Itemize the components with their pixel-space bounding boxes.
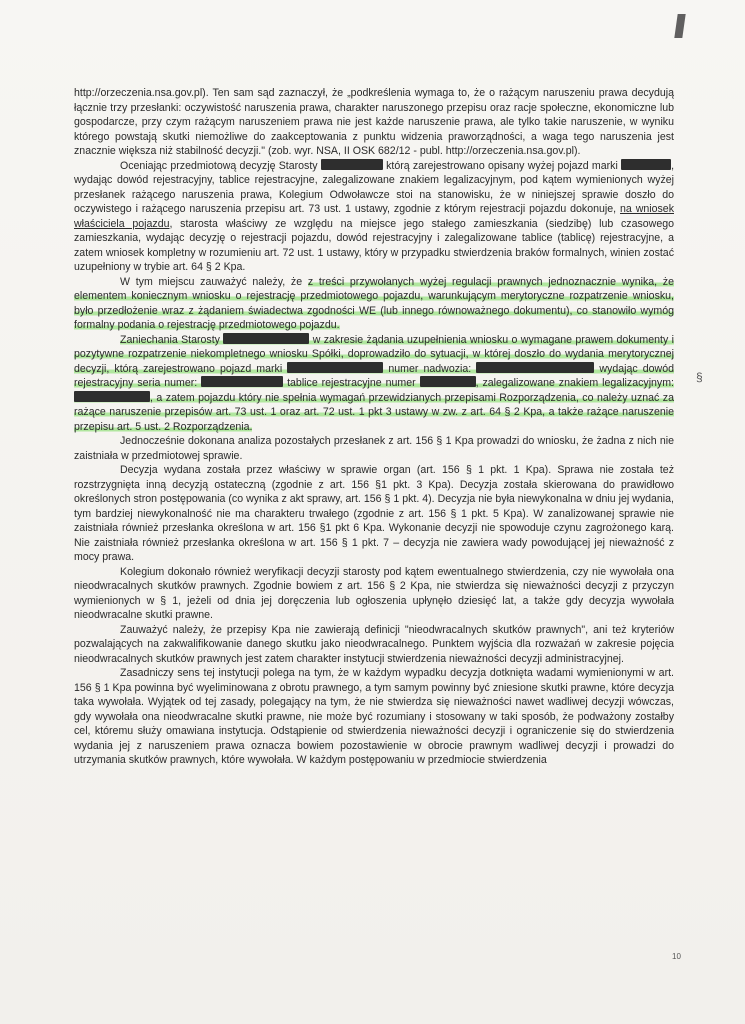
paragraph-6: Decyzja wydana została przez właściwy w sprawie organ (art. 156 § 1 pkt. 1 Kpa). Sprawa nie została też rozstrzygnięta inną decyzją ostateczną (zgodnie z art. 156 §1 pkt. 3 Kpa). Decyzja została skierowana do prawidłowo określonych stron postępowania (co wynika z akt sprawy, art. 156 § 1 pkt. 4). Decyzja nie była niewykonalna w dniu jej wydania, tym bardziej niewykonalność nie ma charakteru trwałego (zgodnie z art. 156 § 1 pkt. 5 Kpa). W zanalizowanej sprawie nie zaistniała również przesłanka określona w art. 156 §1 pkt 6 Kpa. Wykonanie decyzji nie spowoduje czynu zagrożonego karą. Nie zaistniała również przesłanka określona w art. 156 § 1 pkt. 7 – decyzja nie zawiera wady powodującej jej nieważność z mocy prawa.: [74, 464, 674, 563]
paragraph-9: Zasadniczy sens tej instytucji polega na tym, że w każdym wypadku decyzja dotknięta wadami wymienionymi w art. 156 § 1 Kpa powinna być wyeliminowana z obrotu prawnego, a tym samym powinny być zniesione skutki prawne, które decyzja taka wywołała. Wyjątek od tej zasady, polegający na tym, że nie stwierdza się nieważności nawet wadliwej decyzji wówczas, gdy wywołała ona nieodwracalne skutki prawne, nie może być rozumiany i stosowany w taki sposób, że podważony zostałby cel, któremu służy omawiana instytucja. Odstąpienie od stwierdzenia nieważności decyzji i ograniczenie się do stwierdzenia wydania jej z naruszeniem prawa oznacza bowiem pozostawienie w obrocie prawnym wadliwej decyzji i prowadzi do utrzymania skutków prawnych, które wywołała. W każdym postępowaniu w przedmiocie stwierdzenia: [74, 667, 674, 766]
highlighted-text: z treści przywołanych wyżej regulacji prawnych jednoznacznie wynika, że elementem koniecznym wniosku o rejestrację przedmiotowego pojazdu, warunkującym merytoryczne rozpatrzenie wniosku, było przedłożenie wraz z żądaniem świadectwa zgodności WE (lub innego równoważnego dokumentu), co stanowiło wymóg formalny podania o rejestrację przedmiotowego pojazdu.: [74, 275, 674, 331]
text-segment: , zalegalizowane znakiem legalizacyjnym:: [475, 377, 675, 389]
text-segment: Oceniając przedmiotową decyzję Starosty: [120, 159, 321, 172]
paragraph-5: Jednocześnie dokonana analiza pozostałych przesłanek z art. 156 § 1 Kpa prowadzi do wniosku, że żadna z nich nie zaistniała w przedmiotowej sprawie.: [74, 435, 674, 462]
highlighted-block: [74, 334, 674, 433]
text-segment: Zaniechania Starosty: [120, 333, 224, 346]
scan-mark: [674, 14, 685, 38]
document-body: [74, 86, 674, 768]
paragraph-3: [74, 275, 674, 333]
text-segment: , starosta właściwy ze względu na miejsce jego stałego zamieszkania (siedzibę) lub czasowego zamieszkania, wydając decyzję o rejestracji pojazdu, dowód rejestracyjny i zalegalizowane tablice (tablicę) rejestracyjne, a zatem wniosek kompletny w rozumieniu art. 72 ust. 1 ustawy, który w przypadku stwierdzenia braków formalnych, winien zostać uzupełniony w trybie art. 64 § 2 Kpa.: [74, 217, 674, 273]
text-segment: W tym miejscu zauważyć należy, że: [120, 275, 308, 288]
paragraph-7: Kolegium dokonało również weryfikacji decyzji starosty pod kątem ewentualnego stwierdzenia, czy nie wywołała ona nieodwracalnych skutków prawnych. Zgodnie bowiem z art. 156 § 2 Kpa, nie stwierdza się nieważności decyzji z przyczyn wymienionych w § 1, jeżeli od dnia jej doręczenia lub ogłoszenia upłynęło dziesięć lat, a także gdy decyzja wywołała nieodwracalne skutki prawne.: [74, 565, 674, 621]
paragraph-4: [74, 333, 674, 435]
underlined-phrase: na wniosek właściciela pojazdu: [74, 203, 674, 230]
page-number: 10: [672, 952, 681, 961]
paragraph-1: http://orzeczenia.nsa.gov.pl). Ten sam sąd zaznaczył, że „podkreślenia wymaga to, że o rażącym naruszeniu prawa decydują łącznie trzy przesłanki: oczywistość naruszenia prawa, charakter naruszonego przepisu oraz racje społeczne, ekonomiczne lub gospodarcze, przy czym rażącym naruszeniem prawa nie jest każde naruszenie prawa, ale tylko takie naruszenie, w wyniku którego powstają skutki niemożliwe do zaakceptowania z punktu widzenia praworządności, a waga tego naruszenia jest znacznie większa niż stabilność decyzji." (zob. wyr. NSA, II OSK 682/12 - publ. http://orzeczenia.nsa.gov.pl).: [74, 87, 674, 157]
text-segment: , a zatem pojazdu który nie spełnia wymagań przewidzianych przepisami Rozporządzenia, co należy uznać za rażące naruszenie przepisów art. 73 ust. 1 oraz art. 72 ust. 1 pkt 3 ustawy w zw. z art. 64 § 2 Kpa, a także rażące naruszenie przepisu art. 5 ust. 2 Rozporządzenia.: [74, 391, 674, 433]
redaction: [476, 362, 594, 373]
text-segment: którą zarejestrowano opisany wyżej pojazd marki: [382, 159, 622, 172]
text-segment: numer nadwozia:: [383, 362, 477, 375]
text-segment: , wydając dowód rejestracyjny, tablice rejestracyjne, zalegalizowane znakiem legalizacyjnym, pod kątem wymienionych wyżej przesłanek rażącego naruszenia prawa, Kolegium Odwoławcze stoi na stanowisku, że w niniejszej sprawie doszło do oczywistego i rażącego naruszenia przepisu art. 73 ust. 1 ustawy, zgodnie z którym rejestracji pojazdu dokonuje,: [74, 159, 675, 215]
redaction: [201, 376, 283, 387]
paragraph-8: Zauważyć należy, że przepisy Kpa nie zawierają definicji "nieodwracalnych skutków prawnych", ani też kryteriów pozwalających na zakwalifikowanie danego skutku jako nieodwracalnego. Punktem wyjścia dla rozważań w zakresie pojęcia nieodwracalnych skutków prawnych jest zatem charakter instytucji stwierdzenia nieważności decyzji administracyjnej.: [74, 623, 674, 665]
redaction: [223, 333, 309, 344]
text-segment: w zakresie żądania uzupełnienia wniosku o wymagane prawem dokumenty i pozytywne rozpatrzenie niekompletnego wniosku Spółki, doprowadziło do sytuacji, w której doszło do wydania merytorycznej decyzji, którą zarejestrowano pojazd marki: [74, 333, 674, 375]
margin-annotation: §: [696, 370, 703, 384]
redaction: [321, 159, 383, 170]
text-segment: wydając dowód rejestracyjny seria numer:: [74, 362, 674, 389]
redaction: [74, 391, 150, 402]
redaction: [621, 159, 671, 170]
redaction: [287, 362, 383, 373]
paragraph-2: [74, 159, 674, 275]
redaction: [420, 376, 476, 387]
text-segment: tablice rejestracyjne numer: [283, 377, 420, 389]
